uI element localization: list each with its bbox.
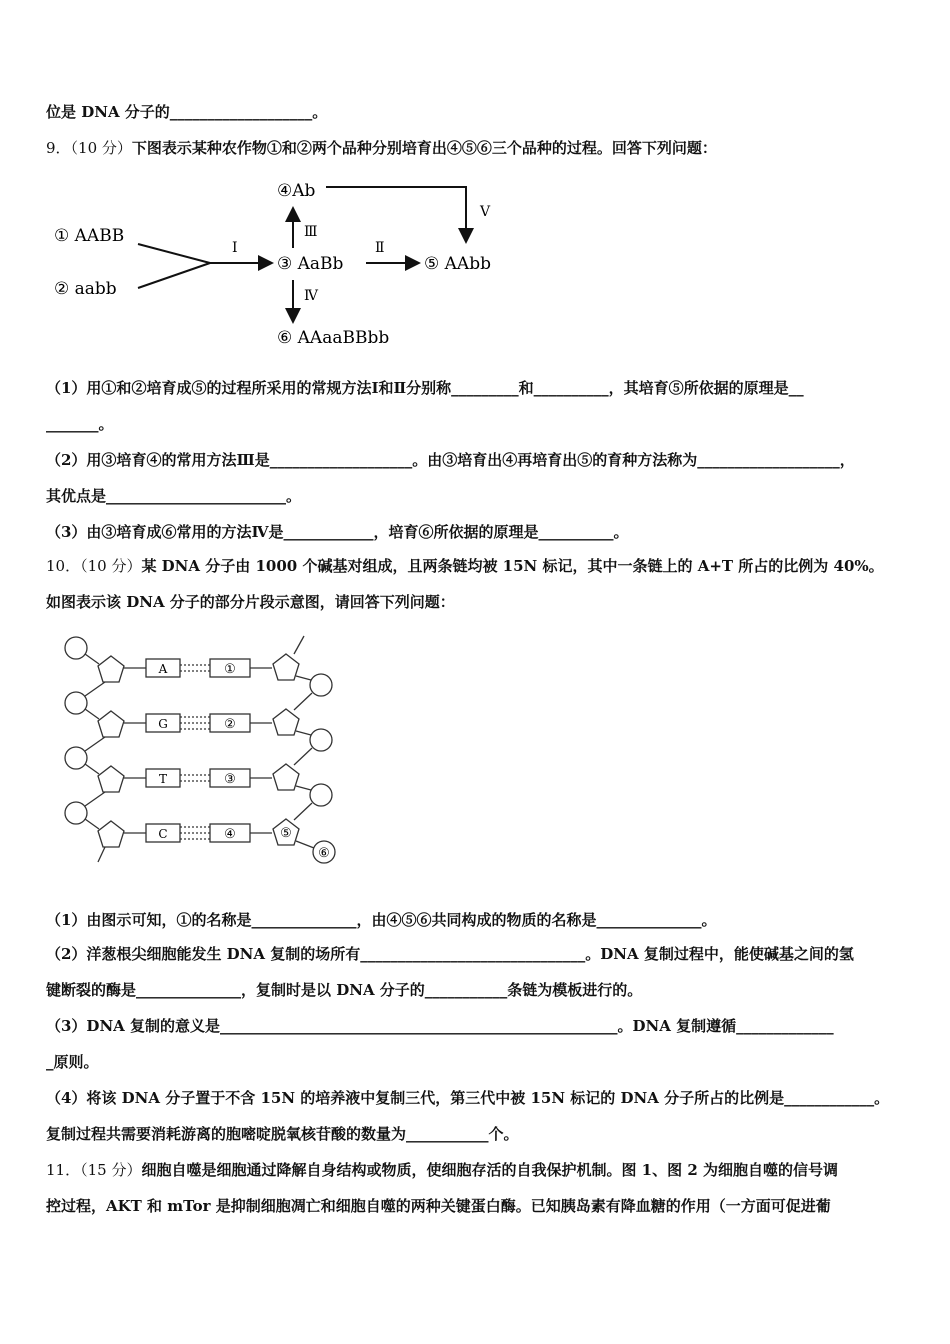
base-label-right: ③ bbox=[224, 772, 236, 787]
fill-line-dna: 位是 DNA 分子的___________________。 bbox=[46, 103, 328, 121]
q10-part-3b: _原则。 bbox=[46, 1053, 99, 1071]
q10-part-4a: （4）将该 DNA 分子置于不含 15N 的培养液中复制三代，第三代中被 15N 标记的 DNA 分子所占的比例是____________。 bbox=[46, 1089, 890, 1107]
method-2-label: Ⅱ bbox=[375, 240, 385, 256]
arrow-5 bbox=[326, 187, 466, 242]
q10-part-1: （1）由图示可知，①的名称是______________，由④⑤⑥共同构成的物质的名称是______________。 bbox=[46, 911, 717, 929]
q11-line-2: 控过程，AKT 和 mTor 是抑制细胞凋亡和细胞自噬的两种关键蛋白酶。已知胰岛素有降血糖的作用（一方面可促进葡 bbox=[46, 1197, 831, 1215]
breeding-diagram bbox=[46, 170, 516, 360]
q10-part-2a: （2）洋葱根尖细胞能发生 DNA 复制的场所有______________________________。DNA 复制过程中，能使碱基之间的氢 bbox=[46, 945, 854, 963]
q10-part-3a: （3）DNA 复制的意义是_____________________________________________________。DNA 复制遵循_____________ bbox=[46, 1017, 834, 1035]
phosphate-circle bbox=[310, 674, 332, 696]
deoxyribose-pentagon bbox=[273, 764, 299, 790]
question-number: 11．（15 分） bbox=[46, 1161, 142, 1179]
base-label-right: ④ bbox=[224, 827, 236, 842]
question-number: 10．（10 分） bbox=[46, 557, 142, 575]
phosphate-circle bbox=[310, 729, 332, 751]
q9-part-1a: （1）用①和②培育成⑤的过程所采用的常规方法Ⅰ和Ⅱ分别称_________和__________，其培育⑤所依据的原理是__ bbox=[46, 379, 804, 397]
base-label-right: ② bbox=[224, 717, 236, 732]
q9-part-2b: 其优点是________________________。 bbox=[46, 487, 302, 505]
node-1: ① AABB bbox=[54, 226, 125, 246]
base-label-right: ① bbox=[224, 662, 236, 677]
q9-part-3: （3）由③培育成⑥常用的方法Ⅳ是____________，培育⑥所依据的原理是__________。 bbox=[46, 523, 629, 541]
question-text: 某 DNA 分子由 1000 个碱基对组成，且两条链均被 15N 标记，其中一条链上的 A+T 所占的比例为 40%。 bbox=[141, 557, 884, 575]
question-11-header bbox=[46, 1160, 838, 1180]
q10-intro: 如图表示该 DNA 分子的部分片段示意图，请回答下列问题： bbox=[46, 593, 455, 611]
node-4: ④Ab bbox=[277, 181, 316, 201]
method-5-label: Ⅴ bbox=[480, 204, 491, 220]
deoxyribose-pentagon bbox=[98, 766, 124, 792]
base-label-left: G bbox=[158, 717, 168, 731]
question-number: 9．（10 分） bbox=[46, 139, 132, 157]
dna-diagram bbox=[56, 630, 356, 870]
q9-part-2a: （2）用③培育④的常用方法Ⅲ是___________________。由③培育出④再培育出⑤的育种方法称为___________________， bbox=[46, 451, 855, 469]
deoxyribose-pentagon bbox=[273, 654, 299, 680]
node-6: ⑥ AAaaBBbb bbox=[277, 328, 390, 348]
method-1-label: Ⅰ bbox=[232, 240, 238, 256]
node-2: ② aabb bbox=[54, 279, 117, 299]
question-10-header bbox=[46, 556, 884, 576]
deoxyribose-pentagon bbox=[273, 709, 299, 735]
deoxyribose-pentagon bbox=[98, 821, 124, 847]
q9-part-1b: _______。 bbox=[46, 415, 114, 433]
base-label-left: A bbox=[158, 662, 168, 676]
question-text: 细胞自噬是细胞通过降解自身结构或物质，使细胞存活的自我保护机制。图 1、图 2 为细胞自噬的信号调 bbox=[141, 1161, 838, 1179]
question-text: 下图表示某种农作物①和②两个品种分别培育出④⑤⑥三个品种的过程。回答下列问题： bbox=[131, 139, 717, 157]
label-6: ⑥ bbox=[318, 846, 330, 861]
base-label-left: C bbox=[158, 827, 168, 841]
question-9-header bbox=[46, 138, 717, 158]
label-5: ⑤ bbox=[280, 826, 292, 841]
node-3: ③ AaBb bbox=[277, 254, 344, 274]
base-label-left: T bbox=[158, 772, 168, 786]
deoxyribose-pentagon bbox=[98, 656, 124, 682]
q10-part-4b: 复制过程共需要消耗游离的胞嘧啶脱氧核苷酸的数量为___________个。 bbox=[46, 1125, 519, 1143]
phosphate-circle bbox=[65, 692, 87, 714]
phosphate-circle bbox=[310, 784, 332, 806]
deoxyribose-pentagon bbox=[98, 711, 124, 737]
method-4-label: Ⅳ bbox=[304, 288, 318, 304]
phosphate-circle bbox=[65, 747, 87, 769]
phosphate-circle bbox=[65, 802, 87, 824]
node-5: ⑤ AAbb bbox=[424, 254, 491, 274]
method-3-label: Ⅲ bbox=[304, 224, 318, 240]
q10-part-2b: 键断裂的酶是______________，复制时是以 DNA 分子的___________条链为模板进行的。 bbox=[46, 981, 643, 999]
phosphate-circle bbox=[65, 637, 87, 659]
